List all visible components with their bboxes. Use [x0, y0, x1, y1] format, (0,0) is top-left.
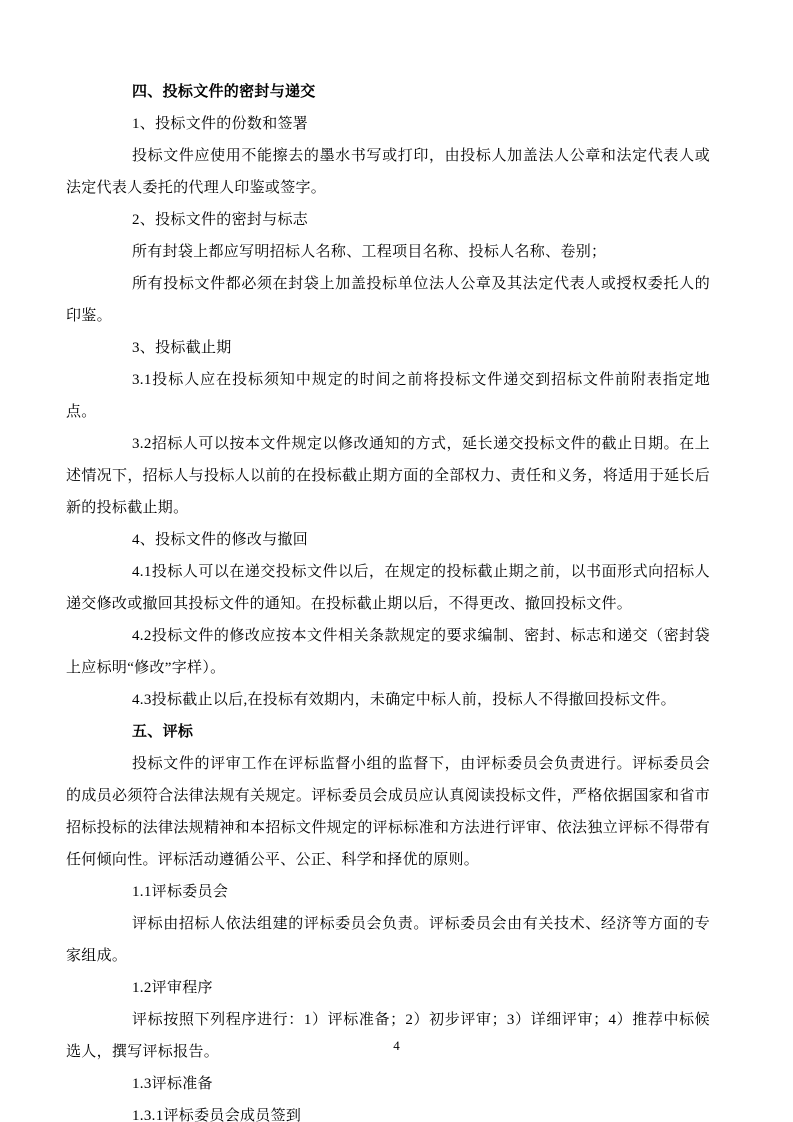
subheading-copies-and-signing: 1、投标文件的份数和签署 — [132, 116, 309, 132]
subheading-sealing-and-marking: 2、投标文件的密封与标志 — [132, 212, 309, 228]
subheading-modify-withdraw: 4、投标文件的修改与撤回 — [132, 532, 309, 548]
section-heading-evaluation: 五、评标 — [132, 724, 194, 740]
paragraph-modify-format: 4.2投标文件的修改应按本文件相关条款规定的要求编制、密封、标志和递交（密封袋上应标明“修改”字样）。 — [66, 628, 710, 676]
paragraph-evaluation-committee-overview: 投标文件的评审工作在评标监督小组的监督下，由评标委员会负责进行。评标委员会的成员必须符合法律法规有关规定。评标委员会成员应认真阅读投标文件，严格依据国家和省市招标投标的法律法规精神和本招标文件规定的评标标准和方法进行评审、依法独立评标不得带有任何倾向性。评标活动遵循公平、公正、科学和择优的原则。 — [66, 756, 710, 868]
paragraph-modify-notice: 4.1投标人可以在递交投标文件以后，在规定的投标截止期之前，以书面形式向招标人递交修改或撤回其投标文件的通知。在投标截止期以后，不得更改、撤回投标文件。 — [66, 564, 710, 612]
subheading-member-signin: 1.3.1评标委员会成员签到 — [132, 1108, 302, 1122]
paragraph-procedure-steps: 评标按照下列程序进行：1）评标准备；2）初步评审；3）详细评审；4）推荐中标候选人，撰写评标报告。 — [66, 1012, 710, 1060]
paragraph-deadline-extension: 3.2招标人可以按本文件规定以修改通知的方式，延长递交投标文件的截止日期。在上述情况下，招标人与投标人以前的在投标截止期方面的全部权力、责任和义务，将适用于延长后新的投标截止期。 — [66, 436, 710, 516]
section-heading-seal-and-delivery: 四、投标文件的密封与递交 — [132, 84, 316, 100]
subheading-evaluation-prep: 1.3评标准备 — [132, 1076, 213, 1092]
paragraph-committee-composition: 评标由招标人依法组建的评标委员会负责。评标委员会由有关技术、经济等方面的专家组成。 — [66, 916, 710, 964]
page-footer — [0, 1036, 793, 1056]
subheading-evaluation-committee: 1.1评标委员会 — [132, 884, 229, 900]
paragraph-ink-and-seal: 投标文件应使用不能擦去的墨水书写或打印，由投标人加盖法人公章和法定代表人或法定代表人委托的代理人印鉴或签字。 — [66, 148, 710, 196]
paragraph-deadline-location: 3.1投标人应在投标须知中规定的时间之前将投标文件递交到招标文件前附表指定地点。 — [66, 372, 710, 420]
page-number: 4 — [393, 1038, 400, 1053]
paragraph-envelope-labeling: 所有封袋上都应写明招标人名称、工程项目名称、投标人名称、卷别； — [132, 244, 607, 260]
subheading-bid-deadline: 3、投标截止期 — [132, 340, 232, 356]
paragraph-envelope-seal: 所有投标文件都必须在封袋上加盖投标单位法人公章及其法定代表人或授权委托人的印鉴。 — [66, 276, 710, 324]
document-body — [66, 76, 710, 1122]
paragraph-no-withdraw: 4.3投标截止以后,在投标有效期内，未确定中标人前，投标人不得撤回投标文件。 — [132, 692, 676, 708]
subheading-review-procedure: 1.2评审程序 — [132, 980, 213, 996]
